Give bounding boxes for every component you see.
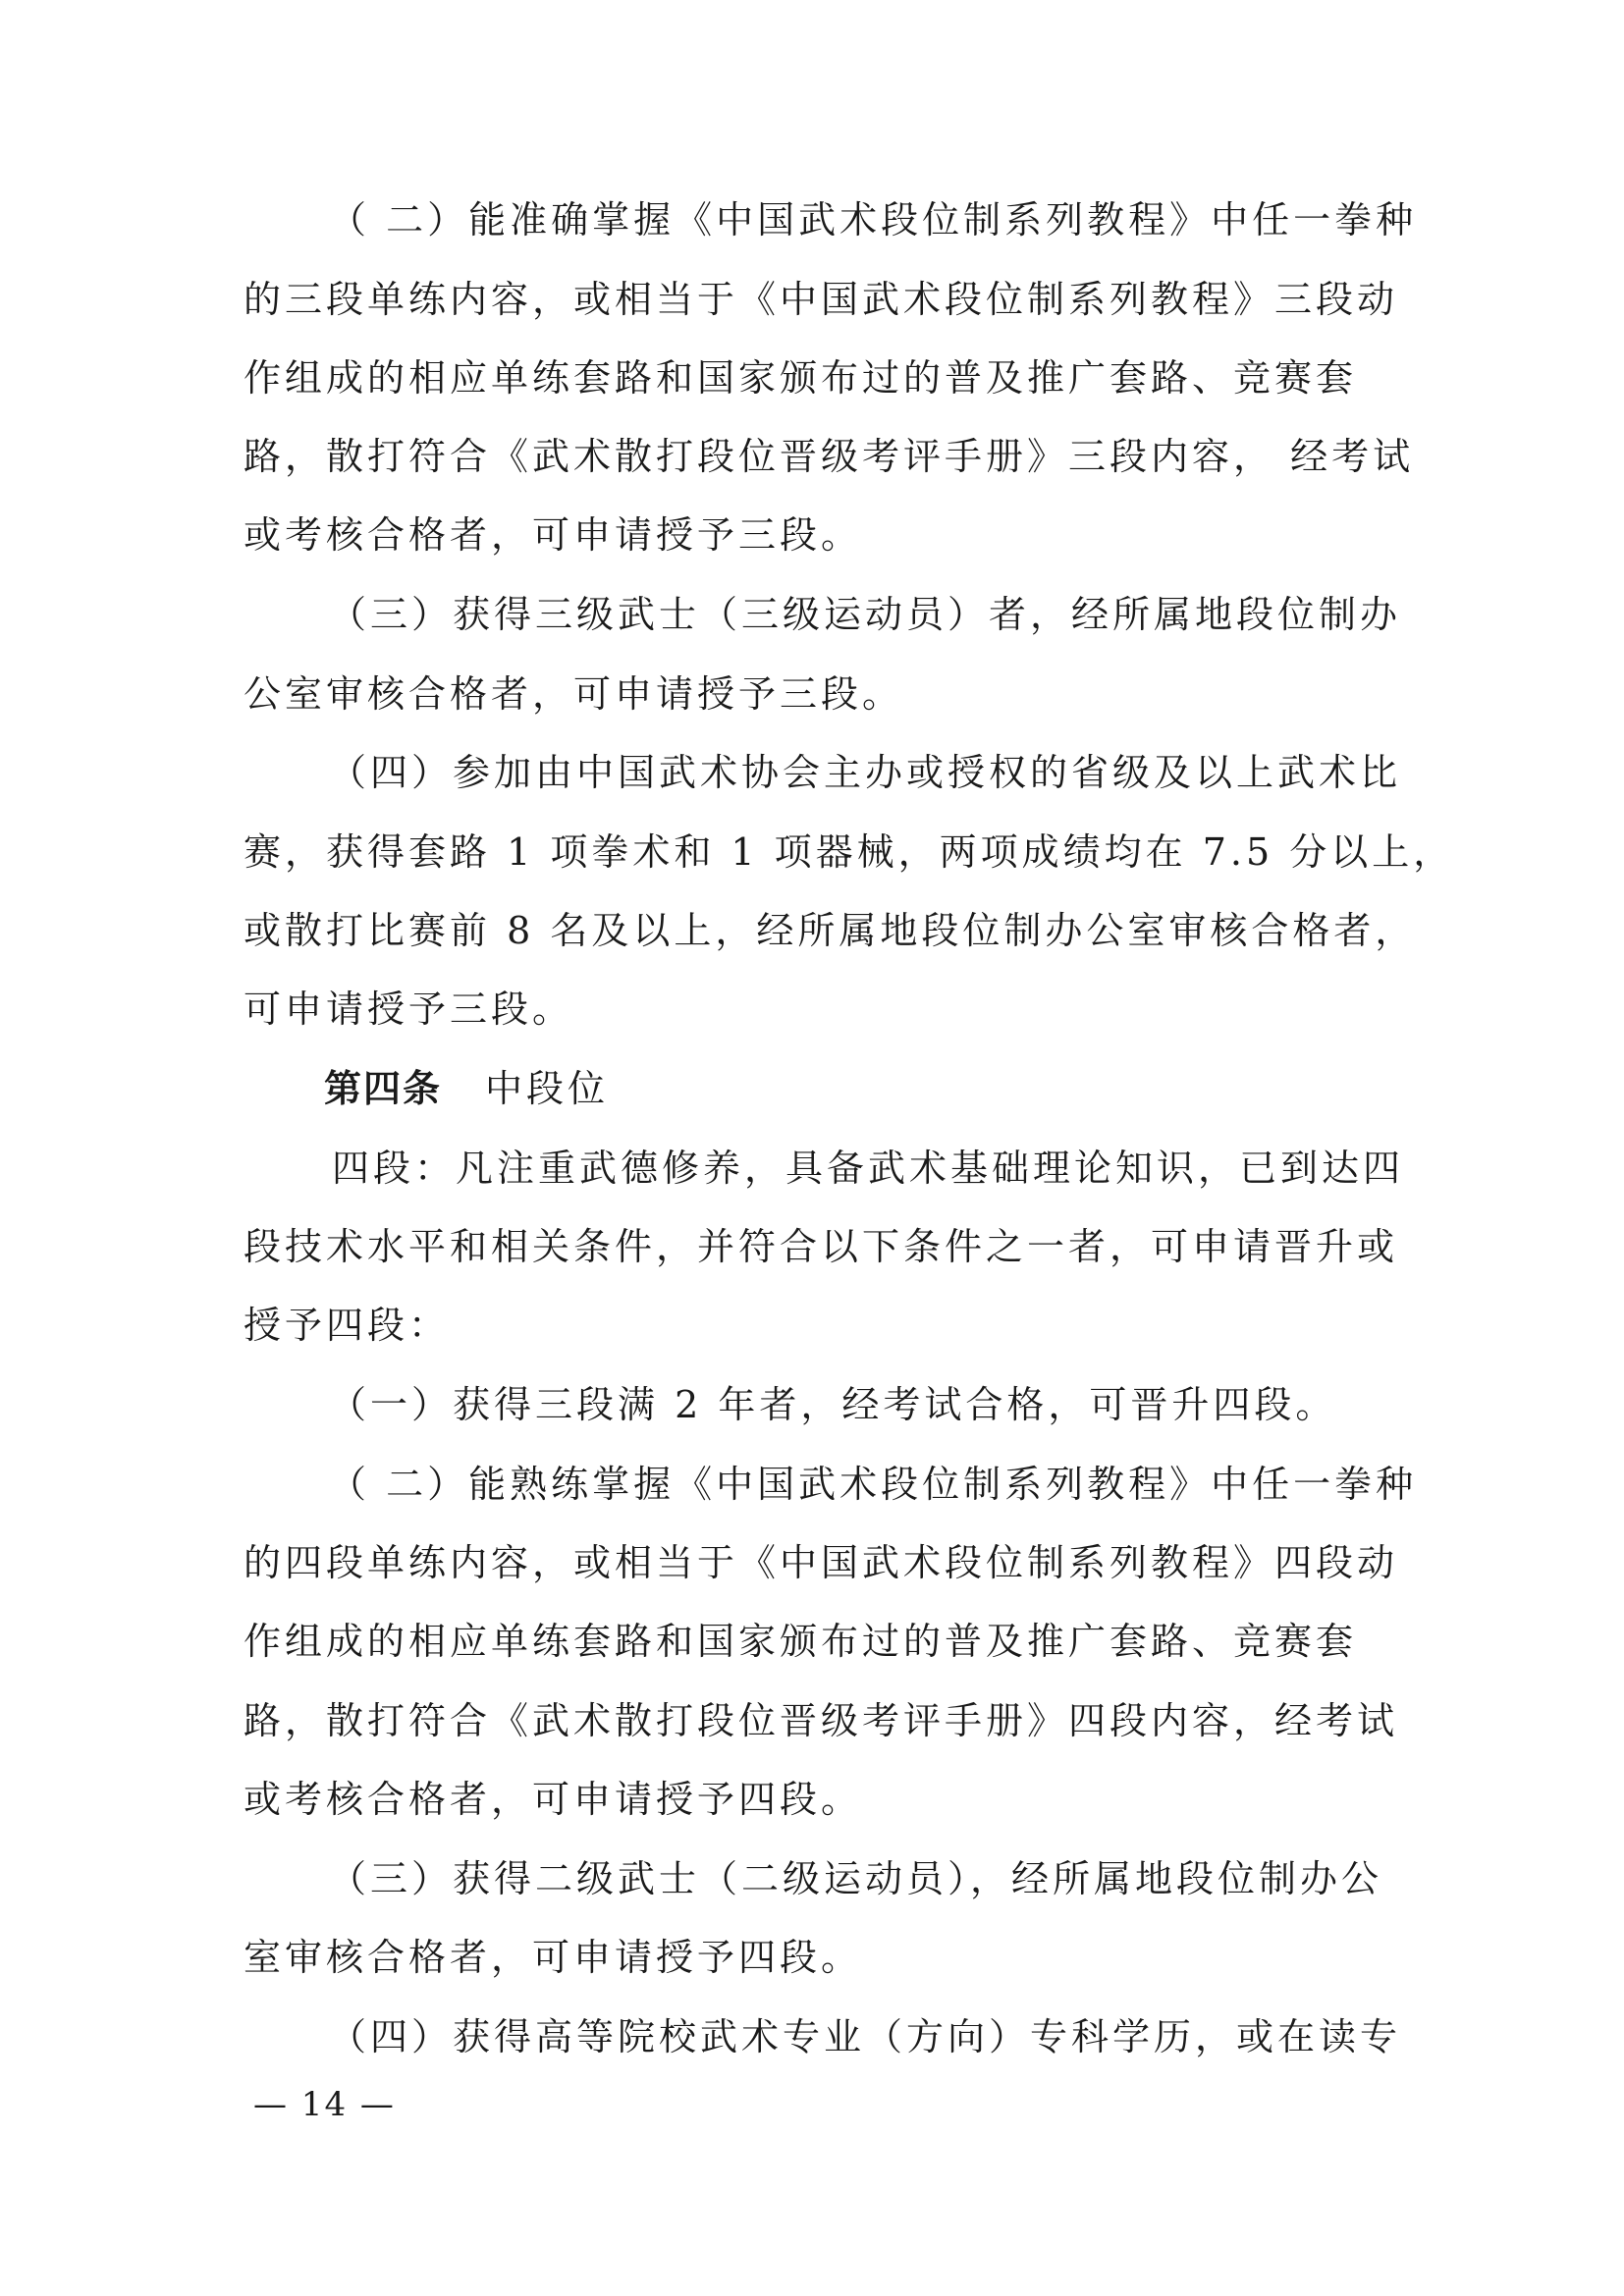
text-line: （三）获得二级武士（二级运动员），经所属地段位制办公	[329, 1857, 1383, 1900]
text-line: （ 二）能熟练掌握《中国武术段位制系列教程》中任一拳种	[329, 1463, 1418, 1506]
text-line: 的四段单练内容，或相当于《中国武术段位制系列教程》四段动	[244, 1541, 1399, 1584]
text-line: 或考核合格者，可申请授予四段。	[244, 1778, 863, 1821]
text-line: 的三段单练内容，或相当于《中国武术段位制系列教程》三段动	[244, 278, 1399, 321]
text-line: 赛，获得套路 1 项拳术和 1 项器械，两项成绩均在 7.5 分以上，	[244, 830, 1455, 874]
text-line: 作组成的相应单练套路和国家颁布过的普及推广套路、竞赛套	[244, 1620, 1358, 1663]
text-line: 路，散打符合《武术散打段位晋级考评手册》三段内容， 经考试	[244, 435, 1415, 478]
text-line: 路，散打符合《武术散打段位晋级考评手册》四段内容，经考试	[244, 1699, 1399, 1742]
text-line: （一）获得三段满 2 年者，经考试合格，可晋升四段。	[329, 1383, 1337, 1426]
article-label: 第四条	[324, 1067, 443, 1110]
text-line: 室审核合格者，可申请授予四段。	[244, 1936, 863, 1979]
text-line: （三）获得三级武士（三级运动员）者，经所属地段位制办	[329, 593, 1402, 636]
text-line: 授予四段：	[244, 1304, 451, 1347]
text-line: 或散打比赛前 8 名及以上，经所属地段位制办公室审核合格者，	[244, 909, 1417, 952]
text-line: 段技术水平和相关条件，并符合以下条件之一者，可申请晋升或	[244, 1225, 1399, 1268]
text-line: （四）获得高等院校武术专业（方向）专科学历，或在读专	[329, 2015, 1402, 2058]
text-line: 或考核合格者，可申请授予三段。	[244, 513, 863, 557]
text-line: （四）参加由中国武术协会主办或授权的省级及以上武术比	[329, 751, 1402, 794]
text-line: 四段：凡注重武德修养，具备武术基础理论知识，已到达四	[332, 1147, 1405, 1190]
page-number: — 14 —	[253, 2085, 396, 2124]
text-line: 可申请授予三段。	[244, 988, 574, 1031]
text-line: 公室审核合格者，可申请授予三段。	[244, 672, 904, 716]
article-title: 中段位	[485, 1067, 610, 1110]
text-line: 作组成的相应单练套路和国家颁布过的普及推广套路、竞赛套	[244, 356, 1358, 400]
article-heading	[324, 1065, 609, 1112]
text-line: （ 二）能准确掌握《中国武术段位制系列教程》中任一拳种	[329, 198, 1418, 241]
